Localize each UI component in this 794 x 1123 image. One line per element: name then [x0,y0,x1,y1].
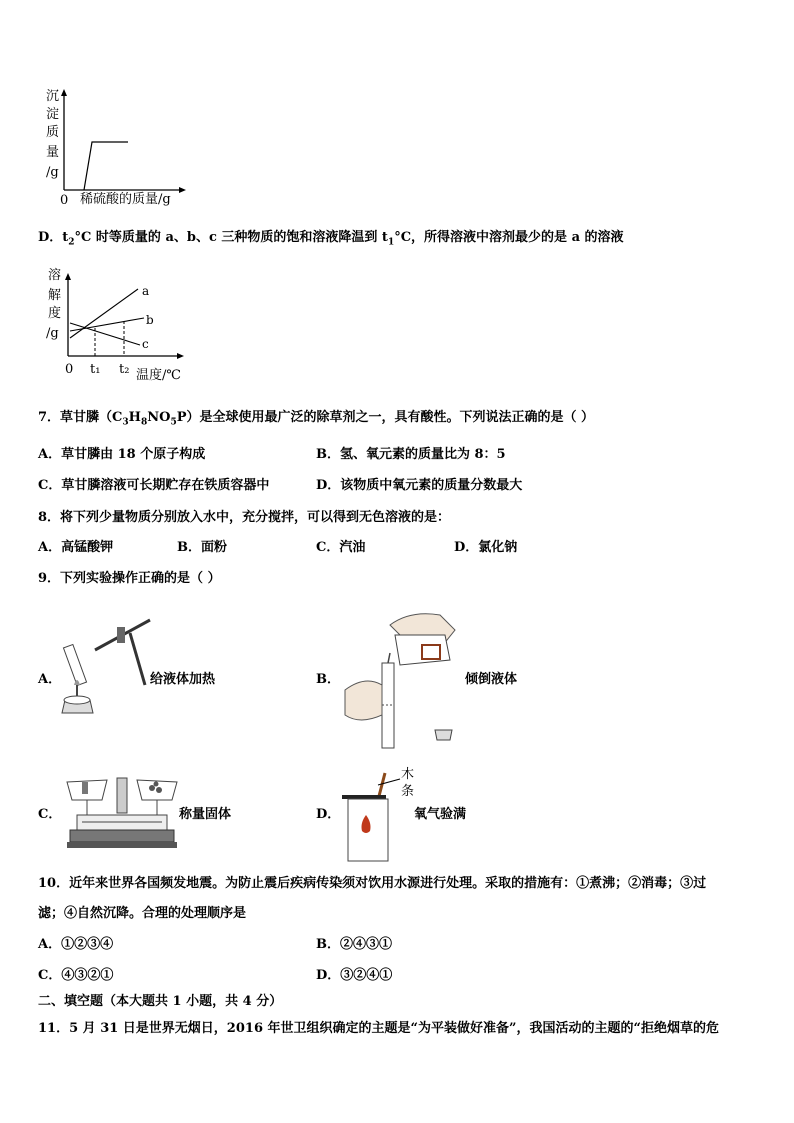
q9-option-c-text: 称量固体 [179,807,232,822]
q9-option-d-letter[interactable]: D． [316,807,341,822]
q8-stem: 8．将下列少量物质分别放入水中，充分搅拌，可以得到无色溶液的是： [38,510,451,525]
curve-c-label: c [142,337,149,351]
graph-d-ylabel-3: 度 [48,306,62,321]
graph-c-ylabel-4: 量 [46,145,60,160]
q9-option-a-letter[interactable]: A． [38,672,62,687]
q7-option-d[interactable]: D．该物质中氧元素的质量分数最大 [316,478,523,493]
q10-option-b[interactable]: B．②④③① [316,937,392,952]
q10-option-c[interactable]: C．④③②① [38,968,114,983]
q9-option-b-letter[interactable]: B． [316,672,340,687]
q7-option-b[interactable]: B．氢、氧元素的质量比为 8：5 [316,447,506,462]
q8-option-b[interactable]: B．面粉 [177,540,227,555]
pouring-liquid-illustration [340,605,470,755]
graph-d-ylabel-2: 解 [48,288,62,303]
curve-a-label: a [142,284,150,298]
q9-option-a-text: 给液体加热 [150,672,216,687]
graph-c-curve [84,142,128,190]
q9-option-d-text: 氧气验满 [414,807,467,822]
q10-option-a[interactable]: A．①②③④ [38,937,114,952]
q10-option-d[interactable]: D．③②④① [316,968,393,983]
graph-c-ylabel-5: /g [46,165,59,180]
graph-precipitate [40,85,240,210]
q9-option-d-label-wood-2: 条 [401,784,415,799]
q8-option-a[interactable]: A．高锰酸钾 [38,540,114,555]
graph-c-ylabel-1: 沉 [46,89,60,104]
graph-c-ylabel-3: 质 [46,125,60,140]
q10-stem-line2: 滤；④自然沉降。合理的处理顺序是 [38,906,247,921]
graph-d-ylabel-1: 溶 [48,268,62,283]
q9-option-b-text: 倾倒液体 [465,672,518,687]
oxygen-check-illustration [340,765,410,865]
q9-stem: 9．下列实验操作正确的是（ ） [38,571,221,586]
graph-d-ylabel-4: /g [46,326,59,341]
heating-liquid-illustration [55,605,155,725]
curve-b [70,318,144,331]
q9-option-d-label-wood-1: 木 [401,767,415,782]
graph-c-origin: 0 [60,193,69,208]
q7-stem: 7．草甘膦$(C_3H_8NO_5P)$是全球使用最广泛的除草剂之一，具有酸性。下列说法正确的是（ ） [38,410,595,428]
q10-stem-line1: 10．近年来世界各国频发地震。为防止震后疾病传染须对饮用水源进行处理。采取的措施有：①煮沸；②消毒；③过 [38,876,707,891]
graph-c-xlabel: 稀硫酸的质量/g [80,192,171,207]
graph-d-t2: t₂ [119,362,130,377]
graph-c-ylabel-2: 淀 [46,107,60,122]
option-d-text: D．$t_2^\circ C$ 时等质量的 a、b、c 三种物质的饱和溶液降温到 $t_1^\circ C$，所得溶液中溶剂最少的是 a 的溶液 [38,230,624,248]
q7-option-c[interactable]: C．草甘膦溶液可长期贮存在铁质容器中 [38,478,270,493]
curve-b-label: b [146,313,154,327]
graph-solubility [40,268,200,388]
q11-stem: 11．5 月 31 日是世界无烟日，2016 年世卫组织确定的主题是“为平装做好准备”，我国活动的主题的“拒绝烟草的危 [38,1021,719,1036]
graph-d-xlabel: 温度/℃ [136,368,181,383]
section-heading-fill-in: 二、填空题（本大题共 1 小题，共 4 分） [38,994,283,1009]
graph-d-t1: t₁ [90,362,101,377]
graph-d-origin: 0 [65,362,74,377]
q8-option-c[interactable]: C．汽油 [316,540,366,555]
q7-option-a[interactable]: A．草甘膦由 18 个原子构成 [38,447,206,462]
q9-option-c-letter[interactable]: C． [38,807,62,822]
curve-c [70,323,140,345]
curve-a [70,289,138,338]
weighing-solid-illustration [62,770,182,855]
q8-option-d[interactable]: D．氯化钠 [454,540,518,555]
